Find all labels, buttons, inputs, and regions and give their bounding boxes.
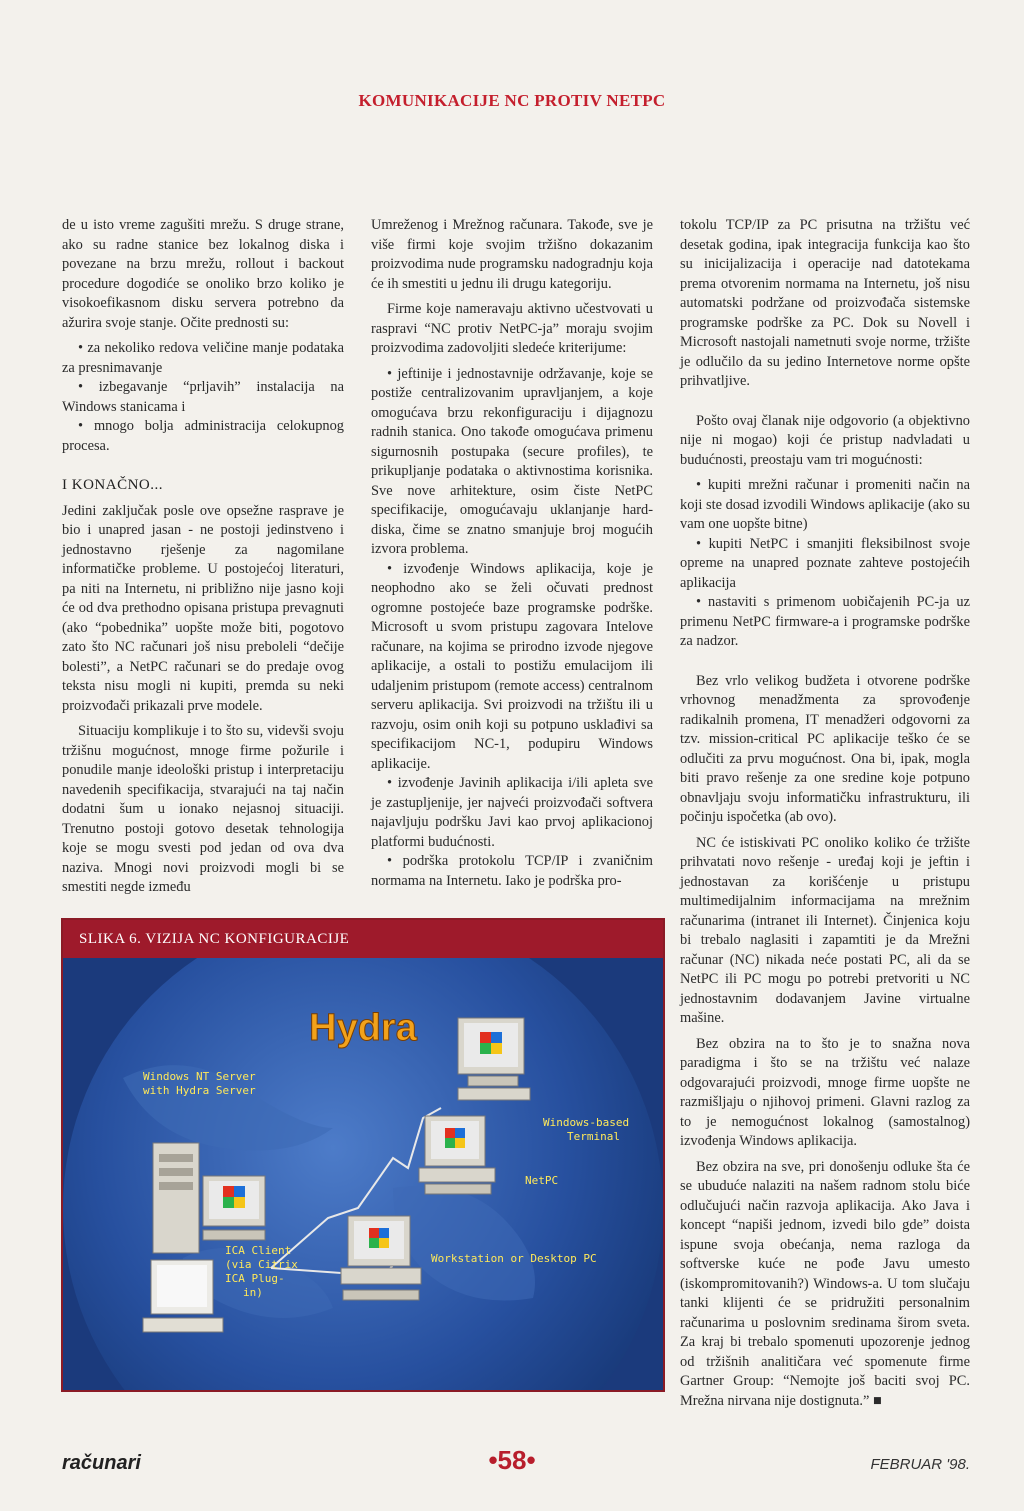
paragraph: Firme koje nameravaju aktivno učestvovati u raspravi “NC protiv NetPC-ja” moraju svojim proizvodima zadovoljiti sledeće kriterijume: <box>371 301 653 356</box>
paragraph: Jedini zaključak posle ove opsežne rasprave je bio i unapred jasan - ne postoji jedinstveno i jednostavno rješenje za nagomilane informatičke probleme. U postojećoj literaturi, pa niti na Internetu, ni približno nije jasno koji će od dva prethodno opisana pristupa prevagnuti (ako “pobednika” uopšte može biti, pogotovo zato što NC računari još nisu preboleli “dečije bolesti”, a NetPC računari se do predaje ovog teksta nisu mogli ni kupiti, premda su neki proizvođači prikazali prve modele. <box>62 502 344 714</box>
list-item: • nastaviti s primenom uobičajenih PC-ja uz primenu NetPC firmware-a i programske podrške za nadzor. <box>680 593 970 652</box>
paragraph: Pošto ovaj članak nije odgovorio (a objektivno nije ni mogao) koji će pristup nadvladati u budućnosti, preostaju vam tri mogućnosti: <box>680 412 970 468</box>
column-1 <box>62 216 344 904</box>
list-item: • kupiti mrežni računar i promeniti način na koji ste dosad izvodili Windows aplikacije (ako su vam one uopšte bitne) <box>680 476 970 535</box>
ica-label-4: in) <box>243 1286 263 1299</box>
ica-label-3: ICA Plug- <box>225 1272 285 1285</box>
workstation-label: Workstation or Desktop PC <box>431 1252 597 1265</box>
list-item: • za nekoliko redova veličine manje podataka za presnimavanje <box>62 339 344 378</box>
page-header: KOMUNIKACIJE NC PROTIV NETPC <box>358 91 666 110</box>
terminal-computer-icon <box>458 1018 530 1100</box>
magazine-name: računari <box>62 1452 141 1474</box>
server-label-1: Windows NT Server <box>143 1070 256 1083</box>
page-number: •58• <box>488 1445 536 1475</box>
server-label-2: with Hydra Server <box>143 1084 256 1097</box>
ica-client-computer-icon <box>143 1260 223 1332</box>
paragraph: NC će istiskivati PC onoliko koliko će tržište prihvatati novo rešenje - uređaj koji je jeftin i jednostavan za korišćenje u pristupu multimedijalnim informacijama na mrežnim računarima (intranet ili Internet). Činjenica koju bi trebalo naglasiti i zapamtiti je da Mrežni računar (NC) nikada neće postati PC, ali da se NetPC ili PC mogu po potrebi pretvoriti u NC jednostavnim dodavanjem Javine virtualne mašine. <box>680 834 970 1026</box>
figure-caption: SLIKA 6. VIZIJA NC KONFIGURACIJE <box>63 920 663 958</box>
paragraph: Umreženog i Mrežnog računara. Takođe, sve je više firmi koje svojim tržišno dokazanim proizvodima nude programsku nadogradnju koja će ih smestiti u jednu ili drugu kategoriju. <box>371 217 653 292</box>
terminal-label-2: Terminal <box>567 1130 620 1143</box>
paragraph: Situaciju komplikuje i to što su, videvši svoju tržišnu mogućnost, mnoge firme požurile i ponudile manje ideološki pristup i interpretaciju navedenih specifikacija, stvarajući na taj način dodatni šum u ionako nejasnoj situaciji. Trenutno postoji gotovo desetak tehnologija koje se mogu svesti pod jedan od ova dva naziva. Mnogi novi proizvodi mogli bi se smestiti negde između <box>62 723 344 895</box>
bullet-list <box>371 365 653 892</box>
paragraph: tokolu TCP/IP za PC prisutna na tržištu već desetak godina, ipak integracija funkcija kao što su inicijalizacija i operacije nad datotekama prema otvorenim normama na Internetu, još nisu automatski podržane od proizvođača sistemske programske podrške za PC. Dok su Novell i Microsoft nastojali nametnuti svoje norme, tržište je odlučilo da su jedino Internetove norme opšte prihvatljive. <box>680 217 970 389</box>
ica-label-2: (via Citrix <box>225 1258 298 1271</box>
hydra-title: Hydra <box>309 1007 417 1049</box>
netpc-label: NetPC <box>525 1174 559 1187</box>
figure-nc-configuration <box>61 918 665 1392</box>
list-item: • izbegavanje “prljavih” instalacija na Windows stanicama i <box>62 378 344 417</box>
list-item: • podrška protokolu TCP/IP i zvaničnim normama na Internetu. Iako je podrška pro- <box>371 852 653 891</box>
bullet-list <box>62 339 344 456</box>
list-item: • kupiti NetPC i smanjiti fleksibilnost svoje opreme na unapred poznate zahteve postojećih aplikacija <box>680 535 970 594</box>
bullet-list <box>680 476 970 652</box>
list-item: • jeftinije i jednostavnije održavanje, koje se postiže centralizovanim upravljanjem, a koje omogućava brzu rekonfiguraciju i dijagnozu radnih stanica. Ono takođe omogućava primenu sigurnosnih postupaka (secure profiles), te prikupljanje podataka o aktivnostima korisnika. Sve nove arhitekture, osim čiste NetPC specifikacije, omogućavaju uklanjanje hard-diska, čime se znatno smanjuje broj mogućih izvora problema. <box>371 365 653 560</box>
paragraph: Bez vrlo velikog budžeta i otvorene podrške vrhovnog menadžmenta za sprovođenje radikalnih promena, IT menadžeri odgovorni za tzv. mission-critical PC aplikacije teško će se odlučiti za prvu mogućnost. Ona bi, ipak, mogla biti pravo rešenje za one sredine koje potpuno obnavljaju svoju informatičku infrastrukturu, ili počinju ispočetka (ab ovo). <box>680 672 970 825</box>
list-item: • izvođenje Javinih aplikacija i/ili apleta sve je zastupljenije, jer najveći proizvođači softvera najavljuju podršku Javi kao prvoj aplikacionoj platformi budućnosti. <box>371 774 653 852</box>
list-item: • mnogo bolja administracija celokupnog procesa. <box>62 417 344 456</box>
network-illustration <box>63 958 663 1390</box>
netpc-computer-icon <box>419 1116 495 1194</box>
paragraph: de u isto vreme zagušiti mrežu. S druge strane, ako su radne stanice bez lokalnog diska i povezane na brzu mrežu, rollout i backout procedure dogodiće se onoliko brzo koliko je visokoefikasnom disku servera potrebno da ažurira svoje stanje. Očite prednosti su: <box>62 217 344 331</box>
ica-label-1: ICA Client <box>225 1244 292 1257</box>
terminal-label-1: Windows-based <box>543 1116 630 1129</box>
issue-date: FEBRUAR '98. <box>870 1456 970 1473</box>
paragraph: Bez obzira na to što je to snažna nova paradigma i što se na tržištu već nalaze odgovarajući proizvodi, mnoge firme uopšte ne razmišljaju o njihovoj primeni. Glavni razlog za to je nemogućnost lokalnog (samostalnog) izvođenja Windows aplikacija. <box>680 1035 970 1149</box>
column-2 <box>371 216 653 897</box>
section-heading: I KONAČNO... <box>62 477 163 493</box>
paragraph: Bez obzira na sve, pri donošenju odluke šta će se ubuduće nalaziti na našem radnom stolu biće odlučujući način razvoja aplikacija. Ako Java i koncept “napiši jednom, izvedi bilo gde” doista ispune svoja obećanja, nema razloga da softverske kuće ne pođe Javu umesto (iskompromitovanih?) Windows-a. U tom slučaju tanki klijenti će se pridružiti personalnim računarima u poslovnim sredinama širom sveta. Za kraj bi trebalo spomenuti upozorenje jednog od tržišnih analitičara već spomenute firme Gartner Group: “Nemojte još baciti svoj PC. Mrežna nirvana nije dostignuta.” ■ <box>680 1158 970 1409</box>
list-item: • izvođenje Windows aplikacija, koje je neophodno ako se želi očuvati prednost ogromne postojeće baze programske podrške. Microsoft u svom pristupu zagovara Intelove računare, na kojima se prirodno izvode njegove aplikacije, a ostali to postižu emulacijom ili udaljenim pristupom (remote access) centralnom serveru aplikacija. Svi proizvodi na tržištu ili u razvoju, osim onih koji su potpuno usklađivi sa specifikacijom NC-1, podupiru Windows aplikacije. <box>371 560 653 775</box>
column-3 <box>680 216 970 1417</box>
